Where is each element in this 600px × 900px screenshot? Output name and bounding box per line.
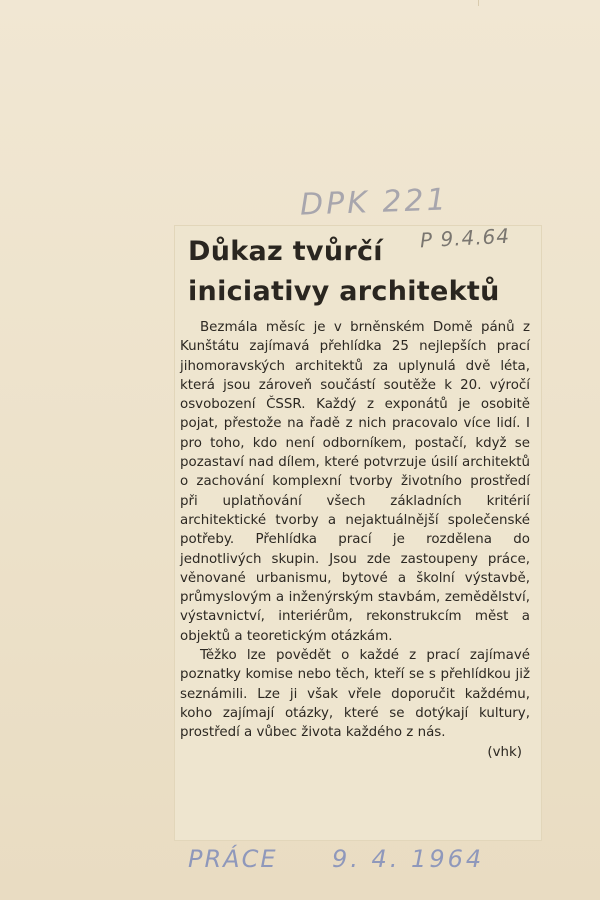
article-paragraph: Těžko lze povědět o každé z prací zajímavé poznatky komise nebo těch, kteří se s přehlídkou již seznámili. Lze ji však vřele doporučit každému, koho zajímají otázky, které se dotýkají kultury, prostředí a vůbec života každého z nás. xyxy=(180,648,530,741)
source-label-handwriting: PRÁCE xyxy=(188,845,278,873)
archive-code-handwriting: DPK 221 xyxy=(299,182,450,223)
article-body xyxy=(180,318,530,762)
article-signature: (vhk) xyxy=(487,744,522,760)
source-date-handwriting: 9. 4. 1964 xyxy=(332,845,485,873)
fold-mark xyxy=(478,0,479,6)
pencil-date-annotation: P 9.4.64 xyxy=(419,223,511,253)
article-headline: Důkaz tvůrčí iniciativy architektů xyxy=(188,236,500,307)
article-paragraph: Bezmála měsíc je v brněnském Domě pánů z Kunštátu zajímavá přehlídka 25 nejlepších prací jihomoravských architektů za uplynulá dvě léta, která jsou zároveň součástí soutěže k 20. výročí osvobození ČSSR. Každý z exponátů je osobitě pojat, přestože na řadě z nich pracovalo více lidí. I pro toho, kdo není odborníkem, postačí, když se pozastaví nad dílem, které potvrzuje úsilí architektů o zachování komplexní tvorby životního prostředí při uplatňování všech základních kritérií architektické tvorby a nejaktuálnější společenské potřeby. Přehlídka prací je rozdělena do jednotlivých skupin. Jsou zde zastoupeny práce, věnované urbanismu, bytové a školní výstavbě, průmyslovým a inženýrským stavbám, zemědělství, výstavnictví, interiérům, rekonstrukcím měst a objektů a teoretickým otázkám. xyxy=(180,320,530,644)
